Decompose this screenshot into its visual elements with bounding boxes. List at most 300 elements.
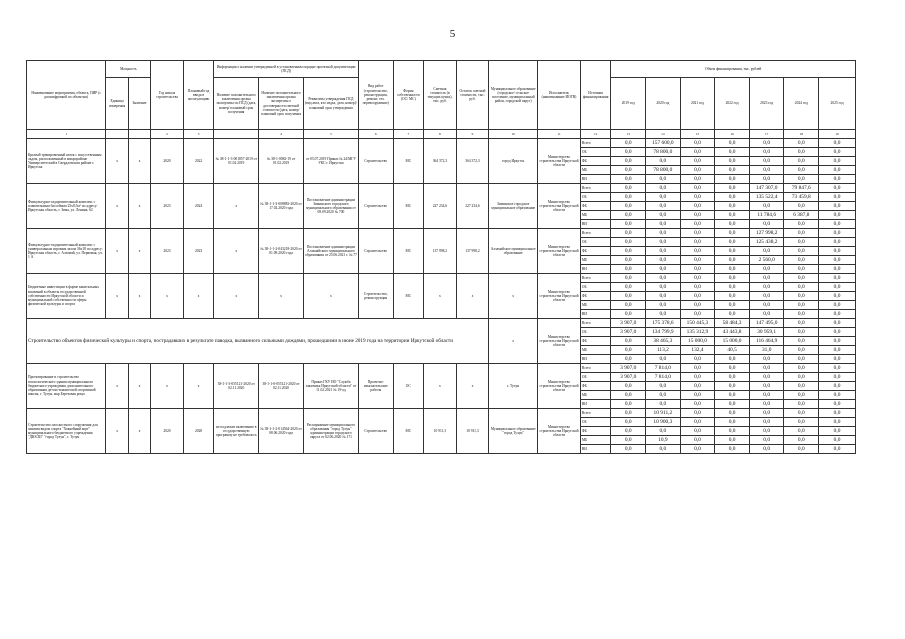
- funding-row: [27, 274, 856, 283]
- expertise-cost: № 38-1-1-2-043218-2020 от 01.09.2020 года: [259, 229, 304, 274]
- funding-value: 0,0: [784, 220, 819, 229]
- funding-value: 0,0: [646, 238, 681, 247]
- approval: Постановление администрации Алзамайского муниципального образования от 25.06.2021 г. № 77: [303, 229, 358, 274]
- funding-value: 0,0: [680, 310, 715, 319]
- capacity-unit: x: [106, 184, 128, 229]
- funding-value: 0,0: [611, 256, 646, 265]
- column-number: 11: [538, 130, 581, 139]
- funding-value: 0,0: [819, 436, 856, 445]
- funding-value: 0,0: [715, 373, 750, 382]
- approval: Распоряжение муниципального образования "город Тулун" администрации городского округа от 02.06.2020 № 171: [303, 409, 358, 454]
- funding-value: 0,0: [749, 247, 784, 256]
- column-number: 1: [27, 130, 106, 139]
- header-executor: Исполнитель (наименование ИОГВ): [538, 61, 581, 130]
- funding-value: 0,0: [646, 292, 681, 301]
- funding-value: 0,0: [715, 256, 750, 265]
- funding-value: 0,0: [646, 265, 681, 274]
- source-label: ОБ: [580, 238, 611, 247]
- funding-value: 0,0: [749, 265, 784, 274]
- funding-value: 0,0: [611, 310, 646, 319]
- funding-value: 0,0: [819, 427, 856, 436]
- funding-value: 0,0: [680, 283, 715, 292]
- year-start: x: [151, 274, 184, 319]
- source-label: Всего: [580, 364, 611, 373]
- funding-value: 0,0: [819, 355, 856, 364]
- capacity-value: x: [128, 139, 150, 184]
- funding-value: 0,0: [819, 220, 856, 229]
- funding-value: 0,0: [646, 274, 681, 283]
- header-expertise-cost: Наличие положительного заключения органа экспертизы о достоверности сметной стоимости (дата, номер/ плановый срок получения: [259, 78, 304, 130]
- funding-value: 0,0: [680, 184, 715, 193]
- funding-value: 0,0: [611, 247, 646, 256]
- funding-value: 0,0: [611, 436, 646, 445]
- column-number: 2: [151, 130, 184, 139]
- header-ownership: Форма собственности (ОС/ МС): [393, 61, 424, 130]
- funding-value: 0,0: [784, 355, 819, 364]
- funding-value: 3 907,0: [611, 364, 646, 373]
- funding-value: 43 443,8: [715, 328, 750, 337]
- funding-value: 147 307,0: [749, 184, 784, 193]
- funding-value: 0,0: [611, 193, 646, 202]
- funding-value: 0,0: [749, 427, 784, 436]
- funding-value: 0,0: [680, 418, 715, 427]
- source-label: ФБ: [580, 337, 611, 346]
- column-number: 8: [424, 130, 457, 139]
- funding-value: 0,0: [611, 184, 646, 193]
- ownership: МС: [393, 274, 424, 319]
- funding-value: 0,0: [646, 229, 681, 238]
- funding-value: 2 560,0: [749, 256, 784, 265]
- funding-value: 0,0: [715, 427, 750, 436]
- estimate-cost: 364 372,3: [424, 139, 457, 184]
- column-number: 4: [259, 130, 304, 139]
- funding-value: 0,0: [680, 373, 715, 382]
- funding-value: 10 900,3: [646, 418, 681, 427]
- funding-value: 78 800,0: [646, 148, 681, 157]
- funding-value: 0,0: [819, 238, 856, 247]
- funding-value: 0,0: [784, 409, 819, 418]
- funding-value: 0,0: [611, 292, 646, 301]
- funding-value: 0,0: [680, 202, 715, 211]
- column-number: 17: [749, 130, 784, 139]
- funding-value: 0,0: [819, 310, 856, 319]
- funding-value: 10,9: [646, 436, 681, 445]
- funding-value: 79 847,6: [784, 184, 819, 193]
- funding-value: 0,0: [784, 400, 819, 409]
- capacity-value: x: [128, 409, 150, 454]
- funding-value: 73 459,8: [784, 193, 819, 202]
- funding-value: 0,0: [611, 418, 646, 427]
- funding-value: 0,0: [611, 139, 646, 148]
- funding-value: 38 465,3: [646, 337, 681, 346]
- remaining-cost: x: [456, 274, 489, 319]
- funding-value: 7 814,0: [646, 364, 681, 373]
- header-info-group: Информация о наличии утвержденной в установленном порядке проектной документации (ПСД): [214, 61, 359, 78]
- funding-value: 0,0: [680, 238, 715, 247]
- source-label: ОБ: [580, 148, 611, 157]
- source-label: ВИ: [580, 355, 611, 364]
- funding-value: 0,0: [611, 148, 646, 157]
- header-capacity: Мощность: [106, 61, 151, 78]
- funding-value: 40,5: [715, 346, 750, 355]
- funding-value: 0,0: [784, 373, 819, 382]
- work-type: Строительство: [358, 229, 393, 274]
- capacity-unit: x: [106, 409, 128, 454]
- header-year-plan: Плановый год ввода в эксплуатацию: [183, 61, 214, 130]
- funding-value: 0,0: [784, 274, 819, 283]
- funding-value: 0,0: [611, 355, 646, 364]
- funding-value: 0,0: [680, 148, 715, 157]
- work-type: Строительство: [358, 139, 393, 184]
- source-label: Всего: [580, 139, 611, 148]
- header-name: Наименование мероприятия, объекта, ПИР (с расшифровкой по объектам): [27, 61, 106, 130]
- funding-value: 0,0: [749, 175, 784, 184]
- expertise: не подлежит включению в государственную программу не требовалось: [214, 409, 259, 454]
- funding-value: 0,0: [611, 301, 646, 310]
- funding-value: 0,0: [819, 337, 856, 346]
- work-type: Проектно-изыскательские работы: [358, 364, 393, 409]
- funding-value: 0,0: [749, 355, 784, 364]
- column-number: [214, 130, 259, 139]
- funding-value: 0,0: [680, 355, 715, 364]
- funding-value: 135 522,4: [749, 193, 784, 202]
- funding-value: 0,0: [611, 409, 646, 418]
- source-label: ВИ: [580, 265, 611, 274]
- funding-value: 0,0: [680, 391, 715, 400]
- funding-value: 0,0: [715, 220, 750, 229]
- funding-value: 0,0: [715, 310, 750, 319]
- executor: Министерство строительства Иркутской области: [538, 139, 581, 184]
- source-label: МБ: [580, 211, 611, 220]
- executor: Министерство строительства Иркутской области: [538, 274, 581, 319]
- source-label: ФБ: [580, 427, 611, 436]
- funding-value: 0,0: [819, 373, 856, 382]
- funding-value: 0,0: [646, 211, 681, 220]
- source-label: ФБ: [580, 292, 611, 301]
- funding-value: 0,0: [784, 301, 819, 310]
- funding-row: [27, 229, 856, 238]
- column-number: [106, 130, 128, 139]
- capacity-value: x: [128, 184, 150, 229]
- year-plan: 2022: [183, 139, 214, 184]
- funding-value: 0,0: [715, 274, 750, 283]
- funding-value: 0,0: [819, 319, 856, 328]
- funding-value: 0,0: [680, 166, 715, 175]
- funding-value: 175 378,6: [646, 319, 681, 328]
- estimate-cost: x: [424, 274, 457, 319]
- expertise-cost: № 38-1-0082-19 от 01.02.2019: [259, 139, 304, 184]
- funding-value: 0,0: [680, 247, 715, 256]
- funding-value: 0,0: [611, 283, 646, 292]
- funding-value: 0,0: [715, 211, 750, 220]
- ownership: ОС: [393, 364, 424, 409]
- funding-value: 0,0: [819, 400, 856, 409]
- source-label: ОБ: [580, 283, 611, 292]
- funding-value: 0,0: [715, 148, 750, 157]
- expertise-cost: № 38-1-1-2-014564-2020 от 08.06.2020 года: [259, 409, 304, 454]
- funding-value: 0,0: [680, 220, 715, 229]
- column-number-row: [27, 130, 856, 139]
- funding-value: 0,0: [784, 310, 819, 319]
- funding-value: 0,0: [646, 400, 681, 409]
- source-label: МБ: [580, 301, 611, 310]
- funding-value: 78 800,0: [646, 166, 681, 175]
- funding-value: 58 484,3: [715, 319, 750, 328]
- expertise-cost: 38-1-1-0-055121-2020 от 02.11.2020: [259, 364, 304, 409]
- expertise: x: [214, 274, 259, 319]
- funding-value: 0,0: [646, 445, 681, 454]
- funding-value: 0,0: [784, 445, 819, 454]
- object-name: Бюджетные инвестиции в форме капитальных вложений в объекты государственной собственности Иркутской области и муниципальной собственности сферы физической культуры и спорта: [27, 274, 106, 319]
- column-number: 13: [611, 130, 646, 139]
- funding-value: 0,0: [715, 229, 750, 238]
- column-number: 14: [646, 130, 681, 139]
- funding-value: 0,0: [715, 364, 750, 373]
- section-title: Строительство объектов физической культуры и спорта, пострадавших в результате паводка, вызванного сильными дождями, прошедшими в июне 2019 года на территории Иркутской области: [27, 319, 489, 364]
- expertise-cost: x: [259, 274, 304, 319]
- funding-value: 0,0: [819, 166, 856, 175]
- object-name: Физкультурно-оздоровительный комплекс с универсальным игровым залом 36х18 по адресу: Иркутская область, г. Алзамай, ул. Первомая, уч. 1 А: [27, 229, 106, 274]
- funding-value: 0,0: [819, 391, 856, 400]
- funding-value: 0,0: [715, 400, 750, 409]
- funding-value: 0,0: [646, 355, 681, 364]
- header-approval: Реквизиты утверждения ПСД (вид акта, кто издал, дата, номер)/ плановый срок утверждения: [303, 78, 358, 130]
- column-number: 10: [489, 130, 538, 139]
- capacity-value: x: [128, 229, 150, 274]
- funding-value: 0,0: [784, 382, 819, 391]
- funding-value: 0,0: [611, 238, 646, 247]
- funding-value: 0,0: [749, 157, 784, 166]
- section-executor: Министерство строительства Иркутской области: [538, 319, 581, 364]
- funding-value: 0,0: [680, 211, 715, 220]
- municipality: Алзамайское муниципальное образование: [489, 229, 538, 274]
- funding-value: 0,0: [784, 157, 819, 166]
- funding-value: 0,0: [715, 247, 750, 256]
- funding-value: 3 907,0: [611, 373, 646, 382]
- approval: Приказ ГКУ ИО "Служба заказчика Иркутской области" от 11.02.2021 № 19-од: [303, 364, 358, 409]
- funding-value: 0,0: [819, 274, 856, 283]
- funding-value: 0,0: [611, 382, 646, 391]
- year-start: 2020: [151, 139, 184, 184]
- funding-value: 0,0: [749, 166, 784, 175]
- funding-value: 0,0: [680, 256, 715, 265]
- estimate-cost: 10 911,3: [424, 409, 457, 454]
- funding-value: 0,0: [715, 202, 750, 211]
- funding-value: 0,0: [715, 193, 750, 202]
- funding-value: 150 445,3: [680, 319, 715, 328]
- funding-value: 0,0: [784, 202, 819, 211]
- work-type: Строительство: [358, 409, 393, 454]
- source-label: Всего: [580, 184, 611, 193]
- source-label: МБ: [580, 166, 611, 175]
- funding-value: 0,0: [784, 364, 819, 373]
- funding-value: 0,0: [819, 328, 856, 337]
- funding-value: 0,0: [819, 364, 856, 373]
- funding-value: 0,0: [715, 445, 750, 454]
- funding-value: 0,0: [749, 364, 784, 373]
- estimate-cost: 227 234,6: [424, 184, 457, 229]
- municipality: x: [489, 274, 538, 319]
- section-dash: x: [489, 319, 538, 364]
- column-number: 12: [580, 130, 611, 139]
- funding-value: 3 907,0: [611, 328, 646, 337]
- funding-value: 0,0: [680, 364, 715, 373]
- year-plan: x: [183, 364, 214, 409]
- funding-value: 0,0: [646, 382, 681, 391]
- expertise: № 38-1-1-3-001857-2019 от 01.02.2019: [214, 139, 259, 184]
- year-start: 2020: [151, 409, 184, 454]
- funding-value: 0,0: [819, 256, 856, 265]
- funding-value: 15 000,0: [715, 337, 750, 346]
- municipality: г. Тулун: [489, 364, 538, 409]
- year-start: 2023: [151, 229, 184, 274]
- column-number: 19: [819, 130, 856, 139]
- funding-value: 0,0: [784, 175, 819, 184]
- funding-value: 116 464,9: [749, 337, 784, 346]
- funding-value: 0,0: [715, 355, 750, 364]
- source-label: МБ: [580, 391, 611, 400]
- year-plan: 2023: [183, 229, 214, 274]
- funding-value: 0,0: [715, 436, 750, 445]
- funding-value: 7 814,0: [646, 373, 681, 382]
- ownership: МС: [393, 184, 424, 229]
- funding-value: 0,0: [646, 310, 681, 319]
- source-label: Всего: [580, 274, 611, 283]
- funding-value: 135 312,9: [680, 328, 715, 337]
- source-label: ОБ: [580, 328, 611, 337]
- year-plan: 2020: [183, 409, 214, 454]
- municipality: Зиминское городское муниципальное образование: [489, 184, 538, 229]
- header-municipality: Муниципальное образование (городское/ сельское поселение, муниципальный район, городской округ): [489, 61, 538, 130]
- ownership: МС: [393, 229, 424, 274]
- funding-value: 0,0: [784, 139, 819, 148]
- funding-value: 0,0: [819, 445, 856, 454]
- ownership: МС: [393, 409, 424, 454]
- header-row-1: [27, 61, 856, 78]
- funding-value: 0,0: [611, 445, 646, 454]
- column-number: 7: [393, 130, 424, 139]
- funding-value: 0,0: [784, 229, 819, 238]
- funding-value: 157 600,0: [646, 139, 681, 148]
- funding-value: 0,0: [749, 418, 784, 427]
- year-plan: x: [183, 274, 214, 319]
- funding-value: 0,0: [749, 274, 784, 283]
- column-number: 3: [183, 130, 214, 139]
- executor: Министерство строительства Иркутской области: [538, 184, 581, 229]
- page-number: 5: [449, 28, 456, 40]
- funding-value: 0,0: [715, 418, 750, 427]
- funding-value: 0,0: [784, 238, 819, 247]
- source-label: Всего: [580, 409, 611, 418]
- source-label: ФБ: [580, 382, 611, 391]
- funding-value: 0,0: [646, 175, 681, 184]
- funding-value: 0,0: [646, 256, 681, 265]
- funding-value: 0,0: [819, 175, 856, 184]
- funding-value: 11 784,6: [749, 211, 784, 220]
- funding-value: 0,0: [784, 247, 819, 256]
- header-year-2020: 2020 год: [646, 78, 681, 130]
- expertise: x: [214, 184, 259, 229]
- funding-value: 0,0: [819, 193, 856, 202]
- remaining-cost: 364 372,3: [456, 139, 489, 184]
- header-work-type: Вид работ (строительство, реконструкция, ремонт, тех. перевооружение): [358, 61, 393, 130]
- estimate-cost: 137 998,2: [424, 229, 457, 274]
- object-name: Проектирование и строительство психологического здания муниципального бюджетного учреждения дополнительного образования детско-юношеской спортивной школы, г. Тулун, мкр Березовая роща: [27, 364, 106, 409]
- funding-row: [27, 184, 856, 193]
- funding-value: 0,0: [819, 283, 856, 292]
- funding-value: 0,0: [819, 184, 856, 193]
- funding-value: 0,0: [680, 157, 715, 166]
- funding-value: 6 387,8: [784, 211, 819, 220]
- municipality: город Иркутск: [489, 139, 538, 184]
- funding-value: 0,0: [784, 436, 819, 445]
- funding-value: 0,0: [784, 418, 819, 427]
- column-number: 18: [784, 130, 819, 139]
- funding-value: 0,0: [784, 265, 819, 274]
- capacity-unit: x: [106, 364, 128, 409]
- expertise: 38-1-1-3-055121-2020 от 02.11.2020: [214, 364, 259, 409]
- source-label: Всего: [580, 319, 611, 328]
- funding-value: 0,0: [715, 184, 750, 193]
- column-number: 16: [715, 130, 750, 139]
- municipality: Муниципальное образование "город Тулун": [489, 409, 538, 454]
- funding-value: 0,0: [819, 148, 856, 157]
- funding-value: 0,0: [715, 382, 750, 391]
- source-label: ФБ: [580, 247, 611, 256]
- capacity-value: x: [128, 274, 150, 319]
- remaining-cost: 227 234,6: [456, 184, 489, 229]
- funding-value: 0,0: [646, 202, 681, 211]
- funding-value: 0,0: [819, 382, 856, 391]
- funding-row: [27, 364, 856, 373]
- funding-value: 0,0: [715, 391, 750, 400]
- funding-value: 0,0: [680, 274, 715, 283]
- funding-value: 0,0: [680, 445, 715, 454]
- executor: Министерство строительства Иркутской области: [538, 229, 581, 274]
- funding-value: 0,0: [784, 256, 819, 265]
- year-plan: 2024: [183, 184, 214, 229]
- funding-value: 0,0: [680, 292, 715, 301]
- funding-value: 0,0: [680, 400, 715, 409]
- investment-table: [26, 60, 856, 454]
- funding-value: 0,0: [819, 418, 856, 427]
- source-label: ОБ: [580, 373, 611, 382]
- funding-value: 0,0: [819, 292, 856, 301]
- funding-value: 0,0: [646, 220, 681, 229]
- funding-value: 0,0: [715, 166, 750, 175]
- section-row: [27, 319, 856, 328]
- funding-value: 0,0: [680, 436, 715, 445]
- funding-value: 0,0: [680, 139, 715, 148]
- funding-value: 0,0: [611, 265, 646, 274]
- funding-value: 0,0: [715, 265, 750, 274]
- source-label: МБ: [580, 436, 611, 445]
- source-label: МБ: [580, 346, 611, 355]
- funding-value: 0,0: [819, 409, 856, 418]
- funding-value: 0,0: [680, 175, 715, 184]
- header-year-2023: 2023 год: [749, 78, 784, 130]
- funding-value: 0,0: [784, 427, 819, 436]
- header-cap-value: Значение: [128, 78, 150, 130]
- source-label: ФБ: [580, 202, 611, 211]
- executor: Министерство строительства Иркутской области: [538, 409, 581, 454]
- capacity-unit: x: [106, 229, 128, 274]
- funding-row: [27, 139, 856, 148]
- remaining-cost: 137 998,2: [456, 229, 489, 274]
- funding-value: 3 907,0: [611, 319, 646, 328]
- funding-value: 0,0: [646, 193, 681, 202]
- funding-value: 0,0: [611, 202, 646, 211]
